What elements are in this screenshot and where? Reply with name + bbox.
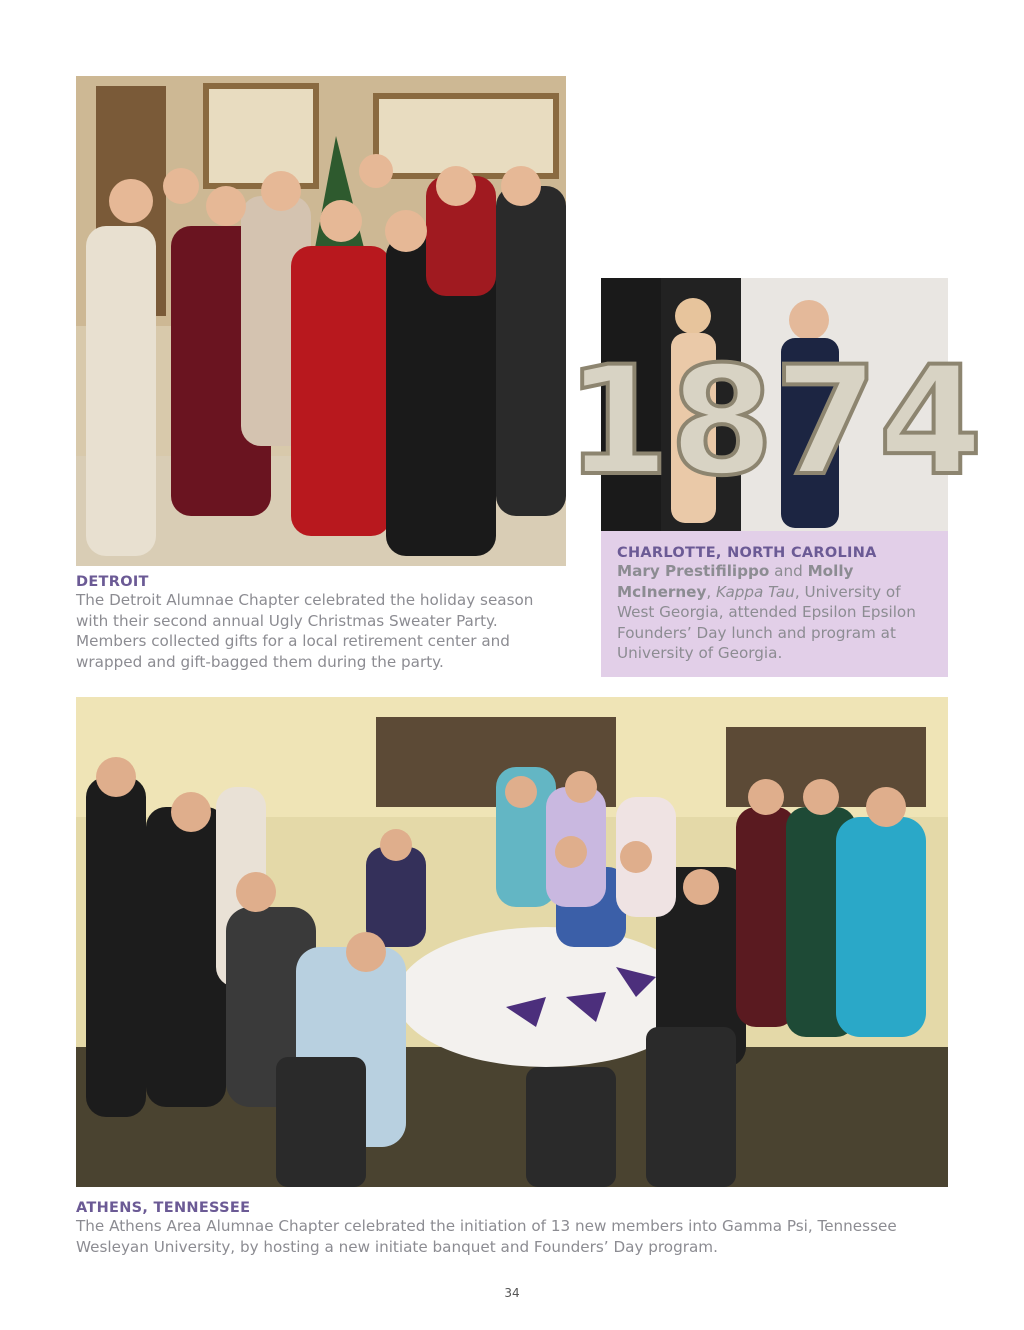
charlotte-body-paragraph <box>617 561 934 664</box>
detroit-caption <box>76 574 566 672</box>
detroit-photo <box>76 76 566 566</box>
athens-title: ATHENS, TENNESSEE <box>76 1200 251 1216</box>
balloon-numbers: 1874 <box>565 335 983 509</box>
charlotte-caption <box>601 531 948 677</box>
athens-caption <box>76 1200 948 1257</box>
charlotte-title: CHARLOTTE, NORTH CAROLINA <box>617 545 877 561</box>
charlotte-body: , University of West Georgia, attended Epsilon Epsilon Founders’ Day lunch and program at University of Georgia. <box>617 582 916 663</box>
charlotte-name-1: Mary Prestifilippo <box>617 562 770 580</box>
athens-photo <box>76 697 948 1187</box>
detroit-title: DETROIT <box>76 574 149 590</box>
charlotte-comma: , <box>706 582 717 601</box>
charlotte-and: and <box>769 562 808 580</box>
athens-body: The Athens Area Alumnae Chapter celebrated the initiation of 13 new members into Gamma Psi, Tennessee Wesleyan University, by hosting a new initiate banquet and Founders’ Day program. <box>76 1217 897 1256</box>
charlotte-chapter: Kappa Tau <box>716 582 795 601</box>
charlotte-name-2: Molly McInerney <box>617 562 854 601</box>
page-number: 34 <box>504 1286 520 1300</box>
detroit-body: The Detroit Alumnae Chapter celebrated the holiday season with their second annual Ugly Christmas Sweater Party. Members collected gifts for a local retirement center and wrapped and gift-bagged them during the party. <box>76 591 534 671</box>
charlotte-photo <box>565 278 983 531</box>
